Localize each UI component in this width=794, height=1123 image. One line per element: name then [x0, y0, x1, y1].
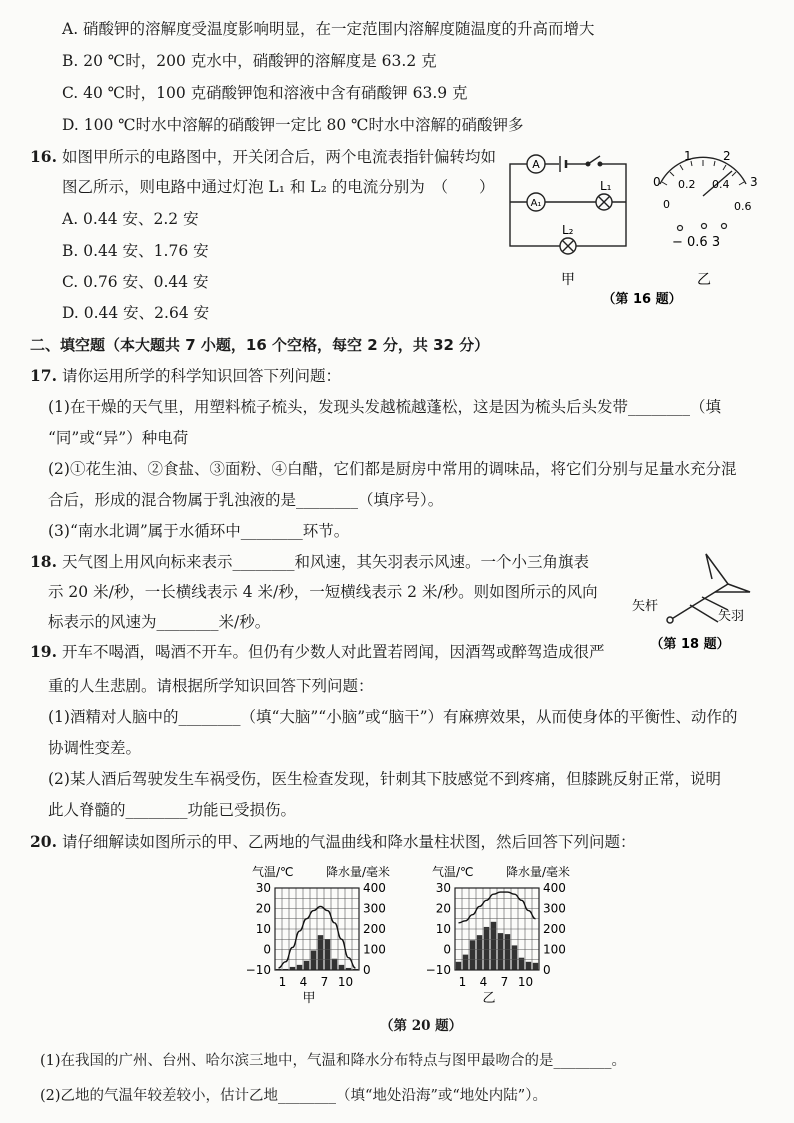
ytick-right-0: 400	[363, 881, 386, 895]
ytick-left-2: 10	[255, 922, 271, 936]
ytick-right-2: 200	[363, 922, 386, 936]
ammeter-dial	[660, 157, 746, 196]
xtick-1: 1	[458, 975, 467, 989]
precip-bar-7	[498, 933, 503, 970]
wind-barb-feather-label: 矢羽	[718, 609, 745, 624]
ytick-left-0: 30	[435, 881, 451, 895]
q16-stem-line2: 图乙所示，则电路中通过灯泡 L₁ 和 L₂ 的电流分别为 （ ）	[62, 178, 495, 196]
xtick-7: 7	[500, 975, 509, 989]
ammeter-a-label: A	[532, 158, 540, 171]
ytick-left-2: 10	[435, 922, 451, 936]
dial-bottom-02: 0.2	[678, 178, 696, 191]
q19-part2-line1: (2)某人酒后驾驶发生车祸受伤，医生检查发现，针刺其下肢感觉不到疼痛，但膝跳反射正常，说明	[48, 770, 721, 788]
q19-line2: 重的人生悲剧。请根据所学知识回答下列问题：	[48, 677, 374, 695]
q17-part1-line2: “同”或“异”）种电荷	[48, 429, 189, 447]
xtick-10: 10	[517, 975, 534, 989]
dial-bottom-0: 0	[663, 198, 670, 211]
ammeter-a1-label: A₁	[530, 198, 542, 209]
ylabel-temperature: 气温/℃	[432, 865, 474, 879]
q16-option-d: D. 0.44 安、2.64 安	[62, 304, 210, 322]
chart-title: 乙	[482, 991, 496, 1006]
precip-bar-9	[512, 945, 517, 970]
q16-figure	[500, 138, 790, 318]
ylabel-precipitation: 降水量/毫米	[506, 865, 571, 879]
precip-bar-3	[470, 940, 475, 970]
dial-top-1: 1	[684, 149, 692, 163]
wind-barb-figure	[622, 548, 772, 656]
q20-figure-caption: （第 20 题）	[380, 1018, 463, 1034]
q18-line3: 标表示的风速为________米/秒。	[48, 613, 271, 631]
q19-part1-line1: (1)酒精对人脑中的________（填“大脑”“小脑”或“脑干”）有麻痹效果，从而使身体的平衡性、动作的	[48, 708, 738, 726]
q16-figure-caption: （第 16 题）	[602, 292, 682, 307]
q17-stem: 请你运用所学的科学知识回答下列问题：	[62, 367, 342, 385]
ytick-right-1: 300	[363, 901, 386, 916]
q19-number: 19.	[30, 642, 57, 661]
ytick-right-1: 300	[543, 901, 566, 916]
figure-label-jia: 甲	[561, 272, 575, 288]
precip-bar-8	[325, 939, 330, 970]
precip-bar-1	[456, 962, 461, 970]
climate-charts	[230, 860, 580, 1020]
dial-terminals-icon	[678, 224, 727, 231]
dial-bottom-06: 0.6	[734, 200, 752, 213]
q16-stem-line1: 如图甲所示的电路图中，开关闭合后，两个电流表指针偏转均如	[62, 148, 497, 166]
precip-bar-10	[339, 965, 344, 970]
q17-part3: (3)“南水北调”属于水循环中________环节。	[48, 522, 350, 540]
xtick-7: 7	[320, 975, 329, 989]
ytick-left-3: 0	[443, 942, 451, 957]
ytick-left-4: −10	[425, 963, 451, 977]
lamp-l1-label: L₁	[600, 179, 612, 193]
q17-part1-line1: (1)在干燥的天气里，用塑料梳子梳头，发现头发越梳越蓬松，这是因为梳头后头发带________（填	[48, 398, 721, 416]
q18-line1: 天气图上用风向标来表示________和风速，其矢羽表示风速。一个小三角旗表	[62, 553, 590, 571]
section-2-heading: 二、填空题（本大题共 7 小题，16 个空格，每空 2 分，共 32 分）	[30, 336, 490, 354]
q20-part2: (2)乙地的气温年较差较小，估计乙地________（填“地处沿海”或“地处内陆”）。	[40, 1088, 547, 1104]
q16-option-b: B. 0.44 安、1.76 安	[62, 242, 209, 260]
q18-number: 18.	[30, 552, 57, 571]
q17-part2-line2: 合后，形成的混合物属于乳浊液的是________（填序号）。	[48, 491, 444, 509]
ylabel-precipitation: 降水量/毫米	[326, 865, 391, 879]
q20-part1: (1)在我国的广州、台州、哈尔滨三地中，气温和降水分布特点与图甲最吻合的是________。	[40, 1053, 627, 1069]
q15-option-a: A. 硝酸钾的溶解度受温度影响明显，在一定范围内溶解度随温度的升高而增大	[62, 20, 595, 38]
xtick-4: 4	[299, 975, 308, 989]
precip-bar-12	[533, 963, 538, 970]
precip-bar-4	[477, 935, 482, 970]
q15-option-c: C. 40 ℃时，100 克硝酸钾饱和溶液中含有硝酸钾 63.9 克	[62, 84, 468, 102]
q18-line2: 示 20 米/秒，一长横线表示 4 米/秒，一短横线表示 2 米/秒。则如图所示的风向	[48, 583, 598, 601]
chart-title: 甲	[302, 991, 316, 1006]
precip-bar-7	[318, 935, 323, 970]
chart-jia	[246, 864, 390, 1006]
dial-top-2: 2	[723, 149, 731, 163]
precip-bar-2	[463, 955, 468, 970]
q20-stem: 请仔细解读如图所示的甲、乙两地的气温曲线和降水量柱状图，然后回答下列问题：	[62, 833, 636, 851]
q18-figure-caption: （第 18 题）	[650, 637, 730, 652]
ytick-right-4: 0	[363, 963, 371, 977]
precip-bar-11	[526, 962, 531, 970]
q19-part1-line2: 协调性变差。	[48, 739, 142, 757]
q15-option-d: D. 100 ℃时水中溶解的硝酸钾一定比 80 ℃时水中溶解的硝酸钾多	[62, 116, 524, 134]
dial-top-0: 0	[653, 175, 661, 189]
lamp-l1-icon	[596, 194, 612, 210]
xtick-1: 1	[278, 975, 287, 989]
ytick-right-2: 200	[543, 922, 566, 936]
precip-bar-5	[484, 927, 489, 970]
dial-terminal-labels: − 0.6 3	[672, 235, 721, 250]
ytick-right-0: 400	[543, 881, 566, 895]
ytick-right-3: 100	[543, 942, 566, 957]
wind-barb-shaft-label: 矢杆	[632, 599, 659, 614]
q19-line1: 开车不喝酒，喝酒不开车。但仍有少数人对此置若罔闻，因酒驾或醉驾造成很严	[62, 643, 605, 661]
ytick-right-3: 100	[363, 942, 386, 957]
q16-option-c: C. 0.76 安、0.44 安	[62, 273, 209, 291]
ytick-left-4: −10	[245, 963, 271, 977]
ylabel-temperature: 气温/℃	[252, 865, 294, 879]
lamp-l2-icon	[560, 238, 576, 254]
ytick-right-4: 0	[543, 963, 551, 977]
lamp-l2-label: L₂	[562, 223, 574, 237]
precip-bar-9	[332, 959, 337, 970]
ytick-left-1: 20	[255, 901, 271, 916]
ytick-left-3: 0	[263, 942, 271, 957]
q19-part2-line2: 此人脊髓的________功能已受损伤。	[48, 801, 297, 819]
ytick-left-0: 30	[255, 881, 271, 895]
precip-bar-6	[311, 951, 316, 970]
q15-option-b: B. 20 ℃时，200 克水中，硝酸钾的溶解度是 63.2 克	[62, 52, 437, 70]
precip-bar-4	[297, 965, 302, 970]
dial-top-3: 3	[750, 175, 758, 189]
ytick-left-1: 20	[435, 901, 451, 916]
xtick-10: 10	[337, 975, 354, 989]
precip-bar-5	[304, 961, 309, 970]
q16-option-a: A. 0.44 安、2.2 安	[62, 210, 199, 228]
xtick-4: 4	[479, 975, 488, 989]
q16-number: 16.	[30, 147, 57, 166]
q20-number: 20.	[30, 832, 57, 851]
q17-part2-line1: (2)①花生油、②食盐、③面粉、④白醋，它们都是厨房中常用的调味品，将它们分别与足量水充分混	[48, 460, 737, 478]
chart-yi	[426, 864, 570, 1006]
q17-number: 17.	[30, 366, 57, 385]
figure-label-yi: 乙	[697, 272, 711, 288]
dial-bottom-04: 0.4	[712, 178, 730, 191]
